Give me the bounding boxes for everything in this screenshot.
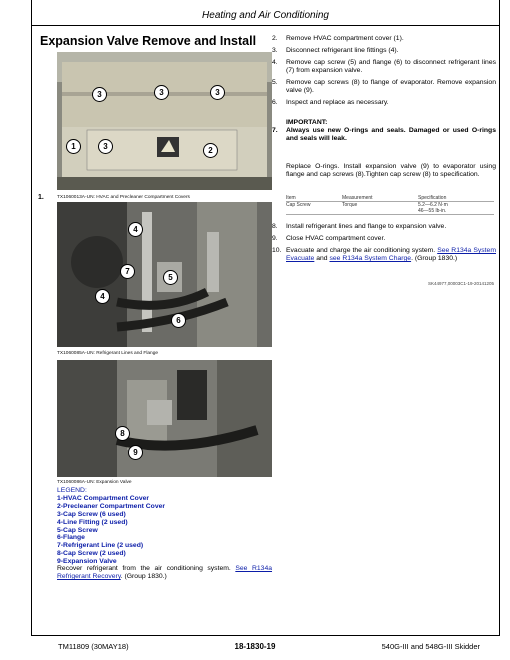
legend-item: 8-Cap Screw (2 used) bbox=[57, 550, 126, 558]
legend-item: 5-Cap Screw bbox=[57, 526, 98, 534]
callout-3d: 3 bbox=[98, 139, 113, 154]
page-title: Expansion Valve Remove and Install bbox=[40, 34, 257, 48]
footer-rule bbox=[31, 635, 500, 636]
figure-number: 1. bbox=[38, 194, 44, 201]
link-refrigerant-recovery[interactable]: See R134a Refrigerant Recovery bbox=[57, 565, 273, 580]
step-number: 9. bbox=[272, 235, 278, 242]
spec-table bbox=[286, 195, 494, 215]
spec-header-measurement: Measurement bbox=[342, 195, 373, 201]
callout-3b: 3 bbox=[154, 85, 169, 100]
replace-text: Replace O-rings. Install expansion valve (9) to evaporator using flange and cap screws (8).Tighten cap screw (8) to specification. bbox=[286, 163, 496, 178]
photo-hvac-covers bbox=[57, 52, 272, 190]
callout-3a: 3 bbox=[92, 87, 107, 102]
step-number: 7. bbox=[272, 127, 278, 134]
spec-value bbox=[418, 202, 494, 214]
step-text: Install refrigerant lines and flange to expansion valve. bbox=[286, 223, 447, 230]
step-7 bbox=[272, 127, 496, 143]
photo1-caption: TX1060013A-UN: HVAC and Precleaner Compartment Covers bbox=[57, 195, 190, 200]
step-text: Inspect and replace as necessary. bbox=[286, 99, 389, 106]
section-header: Heating and Air Conditioning bbox=[202, 10, 329, 21]
step-6 bbox=[272, 99, 496, 107]
callout-5: 5 bbox=[163, 270, 178, 285]
spec-value-imperial: 46—55 lb-in. bbox=[418, 208, 447, 214]
link-system-charge[interactable]: see R134a System Charge bbox=[329, 255, 412, 262]
header-rule bbox=[31, 25, 500, 26]
step-text: Close HVAC compartment cover. bbox=[286, 235, 386, 242]
step-number: 10. bbox=[272, 247, 282, 254]
step-number: 2. bbox=[272, 35, 278, 42]
step-10 bbox=[272, 247, 496, 263]
spec-header-row bbox=[286, 195, 494, 202]
spec-measurement: Torque bbox=[342, 202, 358, 208]
step-10-and: and bbox=[316, 255, 328, 262]
step-text: Disconnect refrigerant line fittings (4). bbox=[286, 47, 399, 54]
recover-instruction bbox=[57, 565, 272, 581]
callout-4a: 4 bbox=[128, 222, 143, 237]
callout-3c: 3 bbox=[210, 85, 225, 100]
callout-7: 7 bbox=[120, 264, 135, 279]
footer-manual-id: TM11809 (30MAY18) bbox=[58, 642, 129, 651]
spec-row bbox=[286, 202, 494, 215]
step-10-text: Evacuate and charge the air conditioning system. bbox=[286, 247, 436, 254]
callout-8: 8 bbox=[115, 426, 130, 441]
legend-item: 3-Cap Screw (6 used) bbox=[57, 510, 126, 518]
callout-4b: 4 bbox=[95, 289, 110, 304]
step-3 bbox=[272, 47, 496, 55]
page-frame-left bbox=[31, 0, 32, 635]
step-text: Always use new O-rings and seals. Damaged or used O-rings and seals will leak. bbox=[286, 127, 496, 142]
legend-item: 9-Expansion Valve bbox=[57, 558, 117, 566]
step-text: Remove cap screws (8) to flange of evaporator. Remove expansion valve (9). bbox=[286, 79, 496, 94]
legend-item: 1-HVAC Compartment Cover bbox=[57, 494, 150, 502]
step-5 bbox=[272, 79, 496, 95]
spec-item: Cap Screw bbox=[286, 202, 311, 208]
legend-item: 6-Flange bbox=[57, 534, 85, 542]
step-number: 5. bbox=[272, 79, 278, 86]
spec-header-item: Item bbox=[286, 195, 296, 201]
spec-header-specification: Specification bbox=[418, 195, 447, 201]
step-text bbox=[286, 247, 496, 263]
step-text: Remove HVAC compartment cover (1). bbox=[286, 35, 404, 42]
step-8 bbox=[272, 223, 496, 231]
step-number: 4. bbox=[272, 59, 278, 66]
callout-2: 2 bbox=[203, 143, 218, 158]
spec-value-metric: 5.2—6.2 N·m bbox=[418, 202, 448, 208]
step-number: 6. bbox=[272, 99, 278, 106]
callout-9: 9 bbox=[128, 445, 143, 460]
legend-item: 4-Line Fitting (2 used) bbox=[57, 518, 128, 526]
step-10-suffix: . (Group 1830.) bbox=[411, 255, 458, 262]
step-number: 8. bbox=[272, 223, 278, 230]
step-9 bbox=[272, 235, 496, 243]
legend bbox=[57, 487, 272, 566]
step-2 bbox=[272, 35, 496, 43]
recover-text: Recover refrigerant from the air conditioning system. bbox=[57, 565, 231, 572]
step-4 bbox=[272, 59, 496, 75]
step-text: Remove cap screw (5) and flange (6) to disconnect refrigerant lines (7) from expansion valve. bbox=[286, 59, 496, 74]
legend-item: 7-Refrigerant Line (2 used) bbox=[57, 542, 144, 550]
important-label: IMPORTANT: bbox=[286, 119, 328, 126]
footer-page-number: 18-1830-19 bbox=[234, 642, 276, 651]
photo-expansion-valve bbox=[57, 360, 272, 477]
reference-id: SK44977,00003C1-19-20141205 bbox=[427, 281, 494, 286]
photo2-caption: TX1060085A-UN: Refrigerant Lines and Flange bbox=[57, 351, 159, 356]
legend-heading: LEGEND: bbox=[57, 487, 87, 494]
callout-1: 1 bbox=[66, 139, 81, 154]
recover-suffix: . (Group 1830.) bbox=[120, 573, 167, 580]
photo3-caption: TX1060086A-UN: Expansion Valve bbox=[57, 480, 132, 485]
legend-item: 2-Precleaner Compartment Cover bbox=[57, 502, 166, 510]
footer-model: 540G-III and 548G-III Skidder bbox=[381, 642, 480, 651]
page-frame-right bbox=[499, 0, 500, 635]
link-system-evacuate[interactable]: See R134a System Evacuate bbox=[286, 247, 496, 262]
step-number: 3. bbox=[272, 47, 278, 54]
callout-6: 6 bbox=[171, 313, 186, 328]
